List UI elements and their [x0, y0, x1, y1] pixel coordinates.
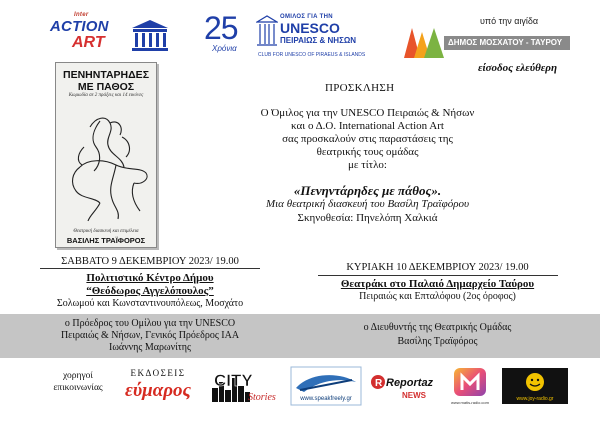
- matis-radio-logo: [448, 366, 492, 406]
- book-author: ΒΑΣΙΛΗΣ ΤΡΑΪΦΟΡΟΣ: [66, 236, 146, 245]
- invitation-line: θεατρικής τους ομάδας: [316, 146, 419, 158]
- reportaz-text: Reportaz: [386, 377, 434, 389]
- city-stories-logo: [208, 366, 284, 406]
- city-text: CITY: [214, 371, 253, 390]
- venue-sunday-address: Πειραιώς και Επταλόφου (2ος όροφος): [359, 291, 516, 302]
- invitation-line: με τίτλο:: [348, 159, 387, 171]
- invitation-line: Ο Όμιλος για την UNESCO Πειραιώς & Νήσων: [260, 107, 475, 119]
- city-stories-text: Stories: [248, 392, 276, 403]
- iaa-logo-action-text: ACTION: [50, 18, 109, 35]
- book-cover-image: [55, 62, 157, 248]
- evmaros-logo-main: εύμαρος: [125, 380, 191, 401]
- reportaz-news-logo: [370, 366, 440, 406]
- horse-drawing-icon: [60, 107, 154, 225]
- book-subtitle: Κωμωδία σε 2 πράξεις και 14 εικόνες: [68, 93, 144, 98]
- play-description: Μια θεατρική διασκευή του Βασίλη Τραϊφόρου: [265, 198, 470, 210]
- divider: [318, 275, 558, 276]
- patronage-label: υπό την αιγίδα: [480, 16, 539, 26]
- invitation-line: σας προσκαλούν στις παραστάσεις της: [282, 133, 453, 145]
- book-title-line1: ΠΕΝΗΝΤΑΡΗΔΕΣ: [63, 69, 149, 81]
- unesco-region: ΠΕΙΡΑΙΩΣ & ΝΗΣΩΝ: [280, 36, 357, 45]
- invitation-line: και ο Δ.Ο. International Action Art: [291, 120, 444, 132]
- iaa-logo-art-text: ART: [72, 34, 105, 51]
- anniversary-word: Χρόνια: [212, 44, 237, 53]
- unesco-word: UNESCO: [280, 20, 340, 36]
- signature-line: Πειραιώς & Νήσων, Γενικός Πρόεδρος ΙΑΑ: [60, 330, 240, 341]
- play-title: «Πενηντάρηδες με πάθος».: [293, 183, 442, 198]
- director-signature: [305, 321, 570, 349]
- show-date-sunday: ΚΥΡΙΑΚΗ 10 ΔΕΚΕΜΒΡΙΟΥ 2023/ 19.00: [346, 262, 529, 273]
- anniversary-number: 25: [204, 10, 238, 46]
- venue-saturday-name-2: “Θεόδωρος Αγγελόπουλος”: [86, 285, 214, 297]
- divider: [40, 268, 260, 269]
- unesco-club-english: CLUB FOR UNESCO OF PIRAEUS & ISLANDS: [258, 52, 366, 58]
- play-director: Σκηνοθεσία: Πηνελόπη Χαλκιά: [297, 212, 438, 224]
- evmaros-logo-top: ΕΚΔΟΣΕΙΣ: [130, 368, 186, 378]
- show-date-saturday: ΣΑΒΒΑΤΟ 9 ΔΕΚΕΜΒΡΙΟΥ 2023/ 19.00: [61, 256, 239, 267]
- venue-saturday-name: Πολιτιστικό Κέντρο Δήμου: [86, 272, 214, 284]
- temple-icon: [130, 18, 170, 52]
- iaa-logo-small-text: Inter: [74, 12, 89, 18]
- venue-saturday-address: Σολωμού και Κωνσταντινουπόλεως, Μοσχάτο: [56, 298, 244, 309]
- president-signature: [40, 318, 260, 354]
- invitation-title: ΠΡΟΣΚΛΗΣΗ: [325, 82, 395, 94]
- media-sponsors-label-line1: χορηγοί: [63, 371, 93, 381]
- municipality-logo: [404, 28, 570, 58]
- unesco-club-prefix: ΟΜΙΛΟΣ ΓΙΑ ΤΗΝ: [280, 14, 333, 20]
- reportaz-news-text: NEWS: [402, 391, 426, 400]
- signature-line: ο Διευθυντής της Θεατρικής Ομάδας: [363, 322, 512, 333]
- iaa-logo: [50, 12, 170, 54]
- signature-line: Βασίλης Τραϊφόρος: [397, 336, 478, 347]
- signature-line: ο Πρόεδρος του Ομίλου για την UNESCO: [64, 318, 236, 329]
- svg-text:R: R: [375, 378, 383, 389]
- media-sponsors-label: [48, 370, 108, 394]
- book-title-line2: ΜΕ ΠΑΘΟΣ: [77, 81, 135, 93]
- book-title: [56, 69, 156, 93]
- joy-radio-logo: [502, 366, 568, 406]
- free-entry-text: είσοδος ελεύθερη: [478, 62, 558, 74]
- speakfreely-url: www.speakfreely.gr: [300, 396, 352, 402]
- municipality-mark-icon: [404, 28, 448, 58]
- signature-line: Ιωάννης Μαρωνίτης: [108, 342, 191, 353]
- matis-url: www.matis-radio.com: [450, 400, 490, 405]
- speakfreely-logo: [290, 366, 362, 406]
- media-sponsors-label-line2: επικοινωνίας: [53, 383, 103, 393]
- unesco-club-logo: [200, 10, 380, 64]
- evmaros-logo: [118, 366, 198, 406]
- municipality-name: ΔΗΜΟΣ ΜΟΣΧΑΤΟΥ - ΤΑΥΡΟΥ: [444, 36, 570, 50]
- unesco-temple-icon: [256, 14, 278, 48]
- joy-url: www.joy-radio.gr: [516, 396, 554, 402]
- venue-sunday-name: Θεατράκι στο Παλαιό Δημαρχείο Ταύρου: [340, 278, 535, 290]
- book-credit: Θεατρική διασκευή και επιμέλεια: [73, 229, 139, 234]
